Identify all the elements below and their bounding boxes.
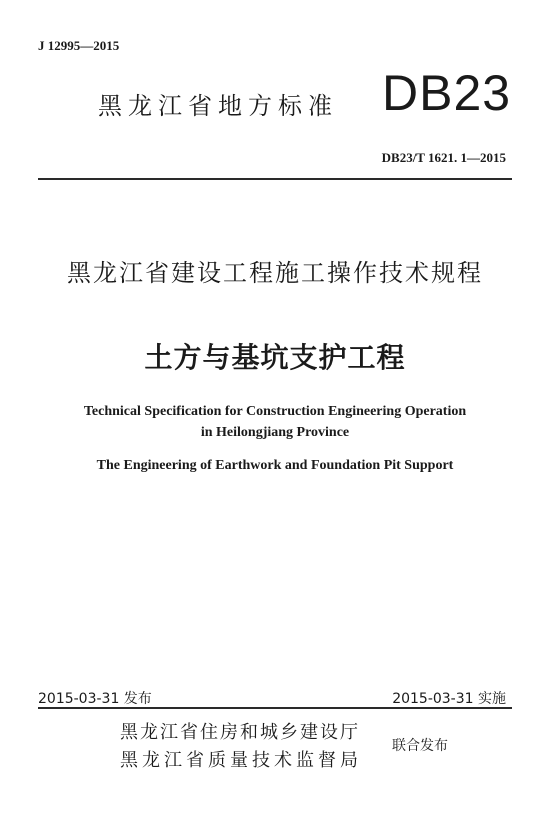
- english-subtitle: The Engineering of Earthwork and Foundation Pit Support: [96, 458, 454, 473]
- series-title: 黑龙江省建设工程施工操作技术规程: [67, 259, 483, 287]
- english-title-line-2: in Heilongjiang Province: [200, 425, 350, 440]
- bottom-divider: [38, 707, 512, 709]
- implementation-date: 2015-03-31 实施: [392, 691, 506, 707]
- joint-issue-label: 联合发布: [392, 738, 448, 754]
- standard-type: 黑龙江省地方标准: [98, 92, 338, 120]
- standard-mark: DB23: [382, 65, 512, 121]
- english-title-line-1: Technical Specification for Construction Engineering Operation: [83, 404, 467, 419]
- issuer-housing-department: 黑龙江省住房和城乡建设厅: [120, 722, 360, 743]
- issue-date: 2015-03-31 发布: [38, 691, 152, 707]
- standard-number: DB23/T 1621. 1—2015: [381, 150, 506, 165]
- issuer-quality-bureau: 黑龙江省质量技术监督局: [120, 750, 362, 771]
- record-number: J 12995—2015: [38, 38, 120, 53]
- top-divider: [38, 178, 512, 180]
- main-title: 土方与基坑支护工程: [144, 341, 406, 374]
